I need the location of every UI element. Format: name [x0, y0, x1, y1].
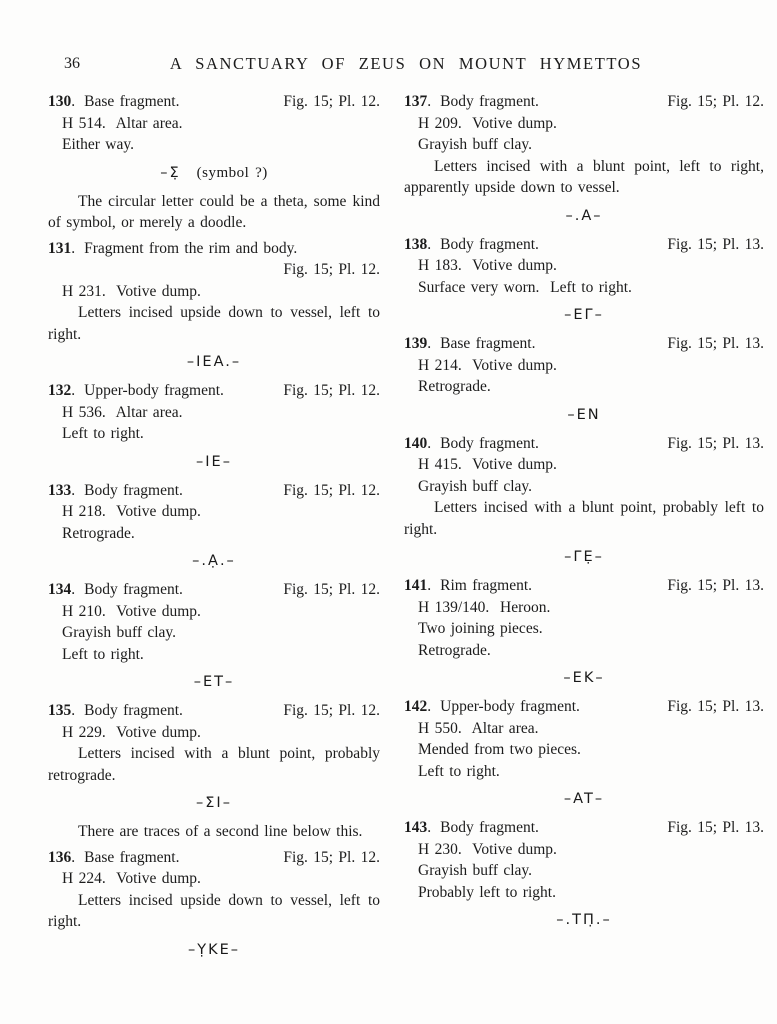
entry-number: 135	[48, 702, 72, 719]
entry-commentary: There are traces of a second line below this.	[78, 823, 363, 840]
figure-reference: Fig. 15; Pl. 12.	[667, 93, 764, 110]
entry-detail: Retrograde.	[62, 524, 135, 542]
inscription-text: –.A–	[565, 207, 603, 224]
inscription-line	[404, 549, 764, 566]
entry-heading	[48, 238, 380, 260]
entry-detail: H 415. Votive dump.	[418, 456, 557, 473]
entry-detail: Surface very worn. Left to right.	[418, 278, 632, 296]
inscription-line	[404, 307, 764, 324]
catalog-entry	[404, 575, 764, 687]
entry-detail: H 218. Votive dump.	[62, 503, 201, 520]
entry-number: 133	[48, 481, 72, 499]
entry-heading	[48, 579, 380, 601]
figure-reference: Fig. 15; Pl. 13.	[667, 335, 764, 352]
entry-title: Body fragment.	[84, 702, 183, 719]
entry-heading	[404, 817, 764, 839]
inscription-text: –ỴKE–	[187, 941, 241, 958]
entry-number: 136	[48, 848, 72, 866]
entry-title: Body fragment.	[440, 434, 539, 452]
entry-detail: Grayish buff clay.	[418, 136, 533, 153]
inscription-text: –EN	[567, 406, 601, 423]
entry-detail: H 229. Votive dump.	[62, 723, 201, 741]
inscription-line	[404, 208, 764, 225]
inscription-text: –AT–	[563, 791, 605, 807]
entry-heading	[404, 575, 764, 597]
entry-number: 139	[404, 335, 428, 352]
entry-heading	[48, 380, 380, 402]
entry-number-period: .	[427, 819, 432, 836]
entry-heading	[48, 480, 380, 502]
inscription-line	[404, 670, 764, 687]
entry-number: 143	[404, 819, 428, 836]
entry-title: Base fragment.	[84, 93, 180, 110]
entry-heading	[48, 847, 380, 869]
entry-detail: H 550. Altar area.	[418, 719, 539, 737]
entry-number-period: .	[427, 434, 432, 452]
entry-heading	[404, 333, 764, 355]
entry-heading	[48, 700, 380, 722]
entry-title: Base fragment.	[84, 848, 180, 866]
entry-detail: Either way.	[62, 136, 134, 153]
entry-detail: H 514. Altar area.	[62, 114, 183, 132]
figure-reference: Fig. 15; Pl. 12.	[283, 261, 380, 278]
entry-detail: Retrograde.	[418, 378, 491, 395]
entry-title: Body fragment.	[440, 93, 539, 110]
entry-detail: H 230. Votive dump.	[418, 840, 557, 858]
entry-number: 131	[48, 239, 72, 257]
entry-description: Letters incised upside down to vessel, left to right.	[48, 891, 380, 930]
catalog-entry	[48, 847, 380, 959]
figure-reference-line	[48, 259, 380, 281]
inscription-text: –ΣΙ–	[196, 795, 232, 811]
entry-description: Letters incised upside down to vessel, left to right.	[48, 304, 380, 343]
page-title: A SANCTUARY OF ZEUS ON MOUNT HYMETTOS	[169, 54, 643, 73]
catalog-entry	[404, 696, 764, 808]
inscription-text: –IEA.–	[186, 354, 242, 370]
left-column	[48, 91, 380, 968]
entry-detail: Retrograde.	[418, 641, 491, 659]
figure-reference: Fig. 15; Pl. 12.	[283, 481, 380, 499]
inscription-text: –EΓ–	[564, 307, 604, 323]
entry-number-period: .	[71, 382, 76, 399]
entry-description: Letters incised with a blunt point, left to right, apparently upside down to vessel.	[404, 157, 764, 196]
figure-reference: Fig. 15; Pl. 13.	[667, 434, 764, 452]
entry-number-period: .	[427, 93, 432, 110]
entry-detail: H 536. Altar area.	[62, 403, 183, 421]
catalog-entry	[404, 234, 764, 325]
entry-number: 141	[404, 577, 428, 594]
entry-number: 132	[48, 382, 72, 399]
entry-heading	[404, 696, 764, 718]
entry-detail: Grayish buff clay.	[418, 862, 533, 879]
figure-reference: Fig. 15; Pl. 13.	[667, 698, 764, 715]
catalog-entry	[48, 579, 380, 691]
figure-reference: Fig. 15; Pl. 13.	[667, 819, 764, 836]
entry-commentary: The circular letter could be a theta, some kind of symbol, or merely a doodle.	[48, 192, 380, 231]
entry-number-period: .	[427, 235, 432, 253]
entry-number-period: .	[71, 93, 76, 110]
entry-detail: Grayish buff clay.	[418, 477, 533, 495]
entry-heading	[404, 234, 764, 256]
catalog-entry	[404, 333, 764, 424]
entry-number-period: .	[71, 702, 76, 719]
entry-heading	[404, 91, 764, 113]
inscription-text: –ΓẸ–	[564, 549, 604, 565]
inscription-text: –ET–	[193, 674, 235, 690]
inscription-text: –IE–	[196, 453, 232, 470]
entry-detail: H 214. Votive dump.	[418, 356, 557, 374]
catalog-entry	[48, 700, 380, 843]
figure-reference: Fig. 15; Pl. 13.	[667, 577, 764, 594]
entry-number-period: .	[427, 577, 432, 594]
inscription-line	[48, 795, 380, 812]
entry-title: Body fragment.	[84, 481, 183, 499]
entry-detail: Left to right.	[418, 762, 500, 780]
entry-title: Fragment from the rim and body.	[84, 239, 298, 257]
inscription-text: –EK–	[563, 670, 605, 686]
entry-number-period: .	[427, 335, 432, 352]
catalog-entry	[48, 91, 380, 234]
entry-detail: H 210. Votive dump.	[62, 602, 201, 620]
figure-reference: Fig. 15; Pl. 12.	[283, 848, 380, 866]
entry-title: Base fragment.	[440, 335, 536, 352]
entry-number: 134	[48, 581, 72, 598]
figure-reference: Fig. 15; Pl. 12.	[283, 93, 380, 110]
catalog-entry	[48, 380, 380, 471]
entry-number-period: .	[71, 581, 76, 598]
inscription-line	[48, 354, 380, 371]
catalog-entry	[48, 238, 380, 372]
entry-heading	[48, 91, 380, 113]
entry-detail: Left to right.	[62, 425, 144, 442]
figure-reference: Fig. 15; Pl. 12.	[283, 581, 380, 598]
entry-title: Body fragment.	[440, 235, 539, 253]
entry-number: 138	[404, 235, 428, 253]
entry-title: Upper-body fragment.	[84, 382, 224, 399]
catalog-entry	[404, 433, 764, 567]
entry-detail: Two joining pieces.	[418, 620, 543, 637]
inscription-line	[404, 791, 764, 808]
right-column	[404, 91, 764, 968]
catalog-entry	[48, 480, 380, 571]
entry-detail: H 139/140. Heroon.	[418, 598, 551, 616]
entry-number: 142	[404, 698, 428, 715]
entry-detail: Probably left to right.	[418, 883, 556, 901]
two-column-body	[48, 91, 764, 968]
page-number: 36	[64, 55, 80, 72]
entry-description: Letters incised with a blunt point, probably retrograde.	[48, 745, 380, 784]
entry-detail: Grayish buff clay.	[62, 624, 177, 641]
entry-detail: H 231. Votive dump.	[62, 282, 201, 300]
entry-title: Upper-body fragment.	[440, 698, 580, 715]
entry-detail: H 209. Votive dump.	[418, 114, 557, 132]
inscription-text: –.TΠ̣.–	[556, 912, 612, 928]
entry-detail: H 183. Votive dump.	[418, 257, 557, 274]
catalog-entry	[404, 91, 764, 225]
inscription-line	[404, 912, 764, 929]
inscription-line	[48, 942, 380, 959]
entry-number-period: .	[71, 848, 76, 866]
entry-title: Rim fragment.	[440, 577, 533, 594]
entry-title: Body fragment.	[440, 819, 539, 836]
catalog-entry	[404, 817, 764, 929]
entry-number: 140	[404, 434, 428, 452]
entry-number-period: .	[71, 481, 76, 499]
entry-number: 130	[48, 93, 72, 110]
figure-reference: Fig. 15; Pl. 12.	[283, 702, 380, 719]
entry-number-period: .	[71, 239, 76, 257]
inscription-line	[48, 165, 380, 182]
inscription-line	[48, 454, 380, 471]
inscription-line	[404, 407, 764, 424]
inscription-text: –Σ̣	[160, 164, 181, 181]
entry-heading	[404, 433, 764, 455]
inscription-note: (symbol ?)	[196, 164, 268, 181]
running-header	[48, 54, 764, 77]
inscription-text: –.Ạ.–	[192, 553, 236, 569]
entry-detail: Left to right.	[62, 645, 144, 663]
entry-number-period: .	[427, 698, 432, 715]
figure-reference: Fig. 15; Pl. 12.	[283, 382, 380, 399]
inscription-line	[48, 674, 380, 691]
entry-title: Body fragment.	[84, 581, 183, 598]
entry-number: 137	[404, 93, 428, 110]
figure-reference: Fig. 15; Pl. 13.	[667, 235, 764, 253]
entry-detail: H 224. Votive dump.	[62, 870, 201, 887]
entry-detail: Mended from two pieces.	[418, 741, 581, 758]
inscription-line	[48, 553, 380, 570]
entry-description: Letters incised with a blunt point, probably left to right.	[404, 499, 764, 538]
